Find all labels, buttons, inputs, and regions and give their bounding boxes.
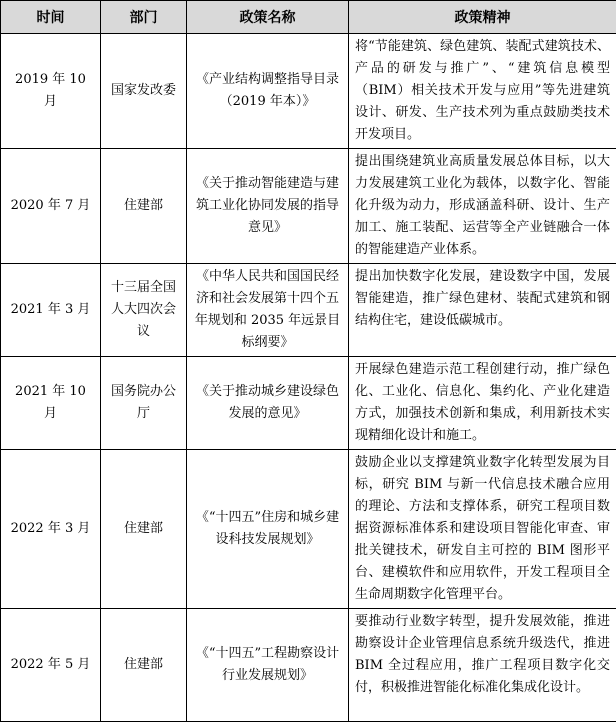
cell-policy-spirit: 提出加快数字化发展，建设数字中国，发展智能建造，推广绿色建材、装配式建筑和钢结构住宅，建设低碳城市。 xyxy=(349,264,616,357)
cell-dept: 国家发改委 xyxy=(101,34,187,149)
cell-time: 2021 年 3 月 xyxy=(1,264,101,357)
cell-time: 2022 年 5 月 xyxy=(1,609,101,722)
cell-time: 2019 年 10 月 xyxy=(1,34,101,149)
table-header-row xyxy=(1,1,616,34)
cell-time: 2022 年 3 月 xyxy=(1,450,101,609)
cell-policy-name: 《中华人民共和国国民经济和社会发展第十四个五年规划和 2035 年远景目标纲要》 xyxy=(187,264,349,357)
cell-policy-spirit: 开展绿色建造示范工程创建行动，推广绿色化、工业化、信息化、集约化、产业化建造方式，加强技术创新和集成，利用新技术实现精细化设计和施工。 xyxy=(349,357,616,450)
cell-policy-spirit: 鼓励企业以支撑建筑业数字化转型发展为目标，研究 BIM 与新一代信息技术融合应用的理论、方法和支撑体系，研究工程项目数据资源标准体系和建设项目智能化审查、审批关键技术，研发自主可控的 BIM 图形平台、建模软件和应用软件，开发工程项目全生命周期数字化管理平台。 xyxy=(349,450,616,609)
cell-policy-name: 《关于推动智能建造与建筑工业化协同发展的指导意见》 xyxy=(187,149,349,264)
cell-policy-name: 《产业结构调整指导目录（2019 年本）》 xyxy=(187,34,349,149)
cell-dept: 住建部 xyxy=(101,609,187,722)
cell-policy-spirit: 要推动行业数字转型，提升发展效能，推进勘察设计企业管理信息系统升级迭代，推进 BIM 全过程应用，推广工程项目数字化交付，积极推进智能化标准化集成化设计。 xyxy=(349,609,616,722)
cell-dept: 国务院办公厅 xyxy=(101,357,187,450)
table-row xyxy=(1,34,616,149)
cell-policy-spirit: 提出围绕建筑业高质量发展总体目标，以大力发展建筑工业化为载体，以数字化、智能化升级为动力，形成涵盖科研、设计、生产加工、施工装配、运营等全产业链融合一体的智能建造产业体系。 xyxy=(349,149,616,264)
cell-dept: 住建部 xyxy=(101,149,187,264)
header-dept: 部门 xyxy=(101,1,187,34)
cell-time: 2020 年 7 月 xyxy=(1,149,101,264)
table-row xyxy=(1,149,616,264)
header-time: 时间 xyxy=(1,1,101,34)
cell-policy-name: 《“十四五”工程勘察设计行业发展规划》 xyxy=(187,609,349,722)
table-row xyxy=(1,609,616,722)
cell-policy-spirit: 将“节能建筑、绿色建筑、装配式建筑技术、产品的研发与推广”、“建筑信息模型（BIM）相关技术开发与应用”等先进建筑设计、研发、生产技术列为重点鼓励类技术开发项目。 xyxy=(349,34,616,149)
header-policy-name: 政策名称 xyxy=(187,1,349,34)
header-policy-spirit: 政策精神 xyxy=(349,1,616,34)
table-row xyxy=(1,450,616,609)
cell-dept: 住建部 xyxy=(101,450,187,609)
table-row xyxy=(1,357,616,450)
cell-dept: 十三届全国人大四次会议 xyxy=(101,264,187,357)
table-row xyxy=(1,264,616,357)
cell-policy-name: 《关于推动城乡建设绿色发展的意见》 xyxy=(187,357,349,450)
cell-time: 2021 年 10 月 xyxy=(1,357,101,450)
cell-policy-name: 《“十四五”住房和城乡建设科技发展规划》 xyxy=(187,450,349,609)
